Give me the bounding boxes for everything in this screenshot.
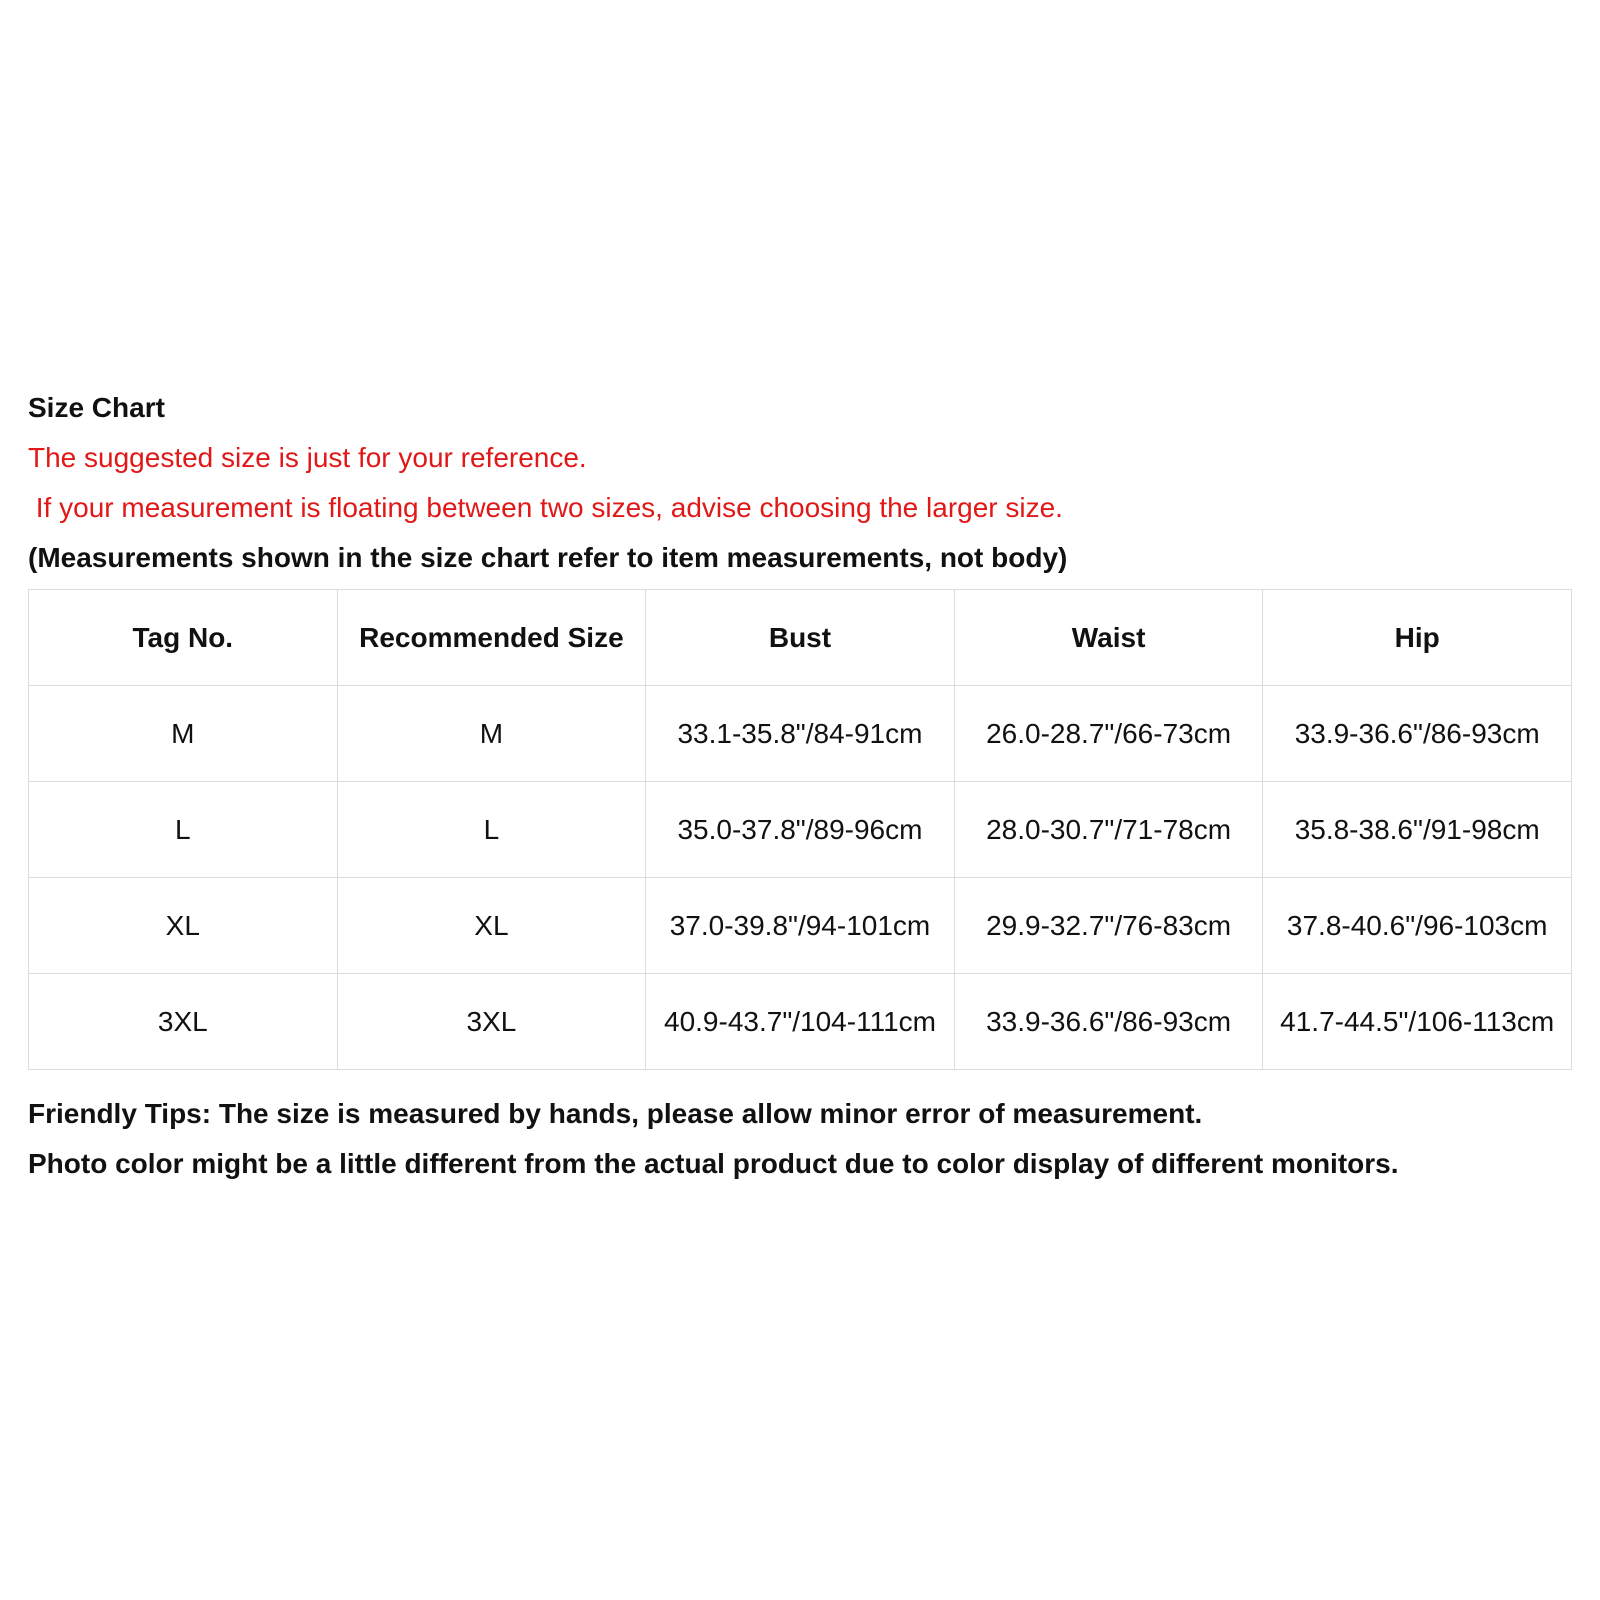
cell-recommended-size: XL [337,878,646,974]
cell-bust: 35.0-37.8"/89-96cm [646,782,955,878]
cell-hip: 35.8-38.6"/91-98cm [1263,782,1572,878]
cell-waist: 26.0-28.7"/66-73cm [954,686,1263,782]
table-header-row [29,590,1572,686]
tip-photo-color: Photo color might be a little different from the actual product due to color display of different monitors. [28,1148,1399,1179]
friendly-tips [28,1098,1572,1180]
table-row [29,974,1572,1070]
cell-bust: 40.9-43.7"/104-111cm [646,974,955,1070]
cell-waist: 28.0-30.7"/71-78cm [954,782,1263,878]
header-bust: Bust [646,590,955,686]
tip-measurement-error: Friendly Tips: The size is measured by hands, please allow minor error of measurement. [28,1098,1203,1129]
header-hip: Hip [1263,590,1572,686]
cell-recommended-size: M [337,686,646,782]
reference-note: The suggested size is just for your reference. [28,442,587,473]
cell-waist: 29.9-32.7"/76-83cm [954,878,1263,974]
size-chart-sheet [28,392,1572,1198]
cell-recommended-size: L [337,782,646,878]
table-row [29,878,1572,974]
header-waist: Waist [954,590,1263,686]
cell-waist: 33.9-36.6"/86-93cm [954,974,1263,1070]
cell-tag-no: 3XL [29,974,338,1070]
size-chart-title: Size Chart [28,392,165,423]
cell-tag-no: XL [29,878,338,974]
cell-hip: 41.7-44.5"/106-113cm [1263,974,1572,1070]
cell-tag-no: L [29,782,338,878]
larger-size-advice: If your measurement is floating between two sizes, advise choosing the larger size. [28,492,1063,523]
cell-recommended-size: 3XL [337,974,646,1070]
cell-bust: 37.0-39.8"/94-101cm [646,878,955,974]
cell-tag-no: M [29,686,338,782]
measurement-disclaimer: (Measurements shown in the size chart refer to item measurements, not body) [28,542,1068,573]
table-row [29,686,1572,782]
table-row [29,782,1572,878]
header-tag-no: Tag No. [29,590,338,686]
cell-bust: 33.1-35.8"/84-91cm [646,686,955,782]
size-table [28,589,1572,1070]
cell-hip: 37.8-40.6"/96-103cm [1263,878,1572,974]
header-recommended-size: Recommended Size [337,590,646,686]
cell-hip: 33.9-36.6"/86-93cm [1263,686,1572,782]
